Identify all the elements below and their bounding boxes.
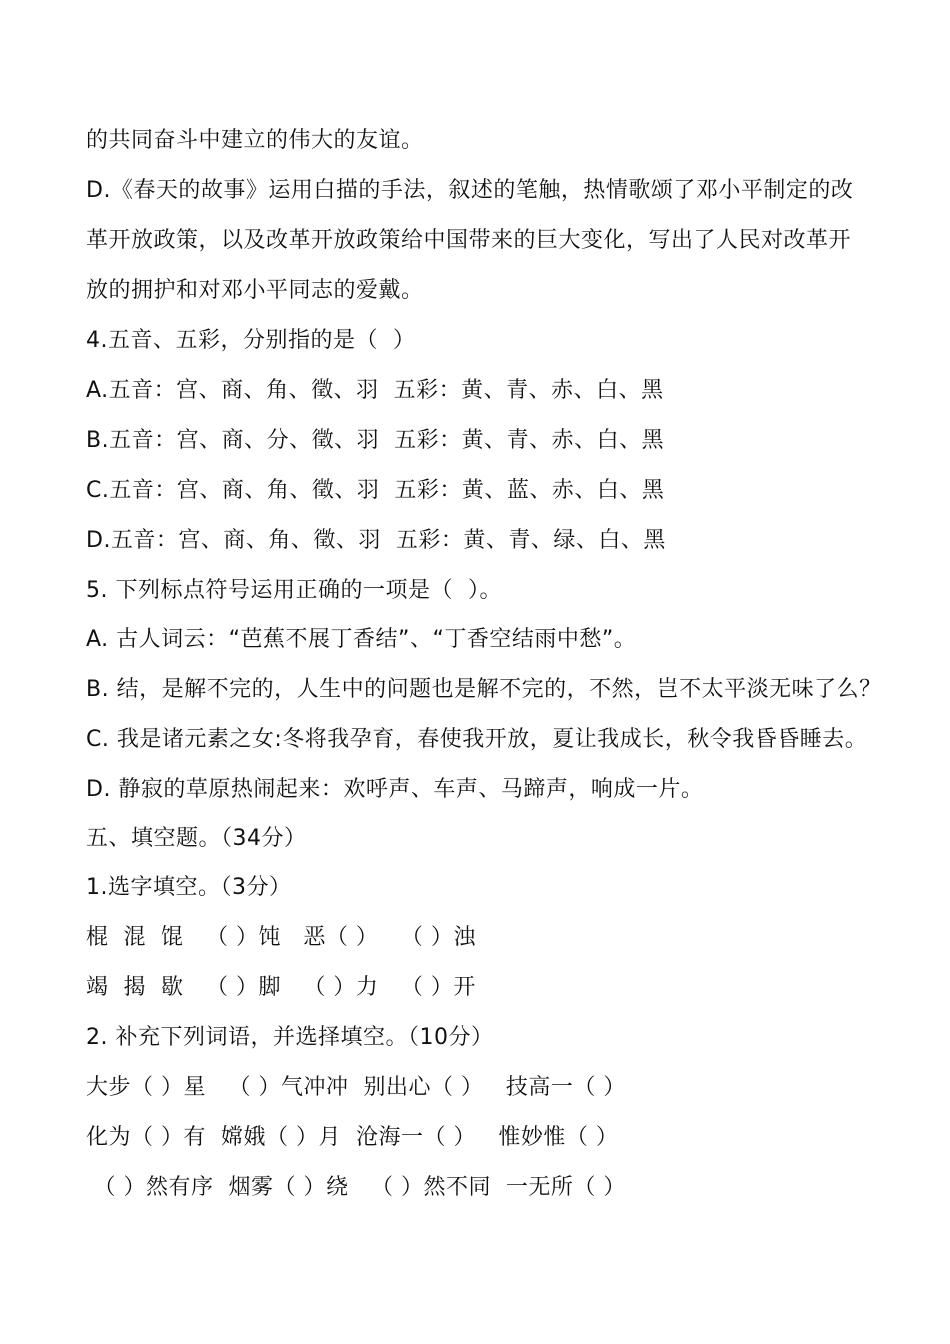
option-3d-line-1: D.《春天的故事》运用白描的手法，叙述的笔触，热情歌颂了邓小平制定的改 [86,178,854,203]
question-4-option-c: C.五音：宫、商、角、徵、羽 五彩：黄、蓝、赤、白、黑 [86,478,665,503]
question-4-option-a: A.五音：宫、商、角、徵、羽 五彩：黄、青、赤、白、黑 [86,378,664,403]
fill-question-2: 2. 补充下列词语，并选择填空。（10分） [86,1025,494,1050]
fill-question-2-row-3: （ ）然有序 烟雾（ ）绕 （ ）然不同 一无所（ ） [86,1175,626,1200]
section-five-heading: 五、填空题。（34分） [86,826,307,851]
fill-question-2-row-1: 大步（ ）星 （ ）气冲冲 别出心（ ） 技高一（ ） [86,1075,626,1100]
fill-question-1-row-1: 棍 混 馄 （ ）饨 恶（ ） （ ）浊 [86,925,476,950]
question-5-option-c: C. 我是诸元素之女:冬将我孕育，春使我开放，夏让我成长，秋令我昏昏睡去。 [86,727,868,752]
option-3d-line-2: 革开放政策，以及改革开放政策给中国带来的巨大变化，写出了人民对改革开 [86,228,852,253]
text-line-friendship: 的共同奋斗中建立的伟大的友谊。 [86,128,424,153]
question-4-option-b: B.五音：宫、商、分、徵、羽 五彩：黄、青、赤、白、黑 [86,428,665,453]
question-5-option-d: D. 静寂的草原热闹起来：欢呼声、车声、马蹄声，响成一片。 [86,777,704,802]
question-5: 5. 下列标点符号运用正确的一项是（ ）。 [86,578,502,603]
question-4: 4.五音、五彩，分别指的是（ ） [86,328,416,353]
question-5-option-b: B. 结，是解不完的，人生中的问题也是解不完的，不然，岂不太平淡无味了么？ [86,677,882,702]
option-3d-line-3: 放的拥护和对邓小平同志的爱戴。 [86,278,424,303]
question-4-option-d: D.五音：宫、商、角、徵、羽 五彩：黄、青、绿、白、黑 [86,528,666,553]
fill-question-2-row-2: 化为（ ）有 嫦娥（ ）月 沧海一（ ） 惟妙惟（ ） [86,1125,619,1150]
fill-question-1-row-2: 竭 揭 歇 （ ）脚 （ ）力 （ ）开 [86,975,476,1000]
fill-question-1: 1.选字填空。（3分） [86,875,292,900]
question-5-option-a: A. 古人词云：“芭蕉不展丁香结”、“丁香空结雨中愁”。 [86,627,637,652]
